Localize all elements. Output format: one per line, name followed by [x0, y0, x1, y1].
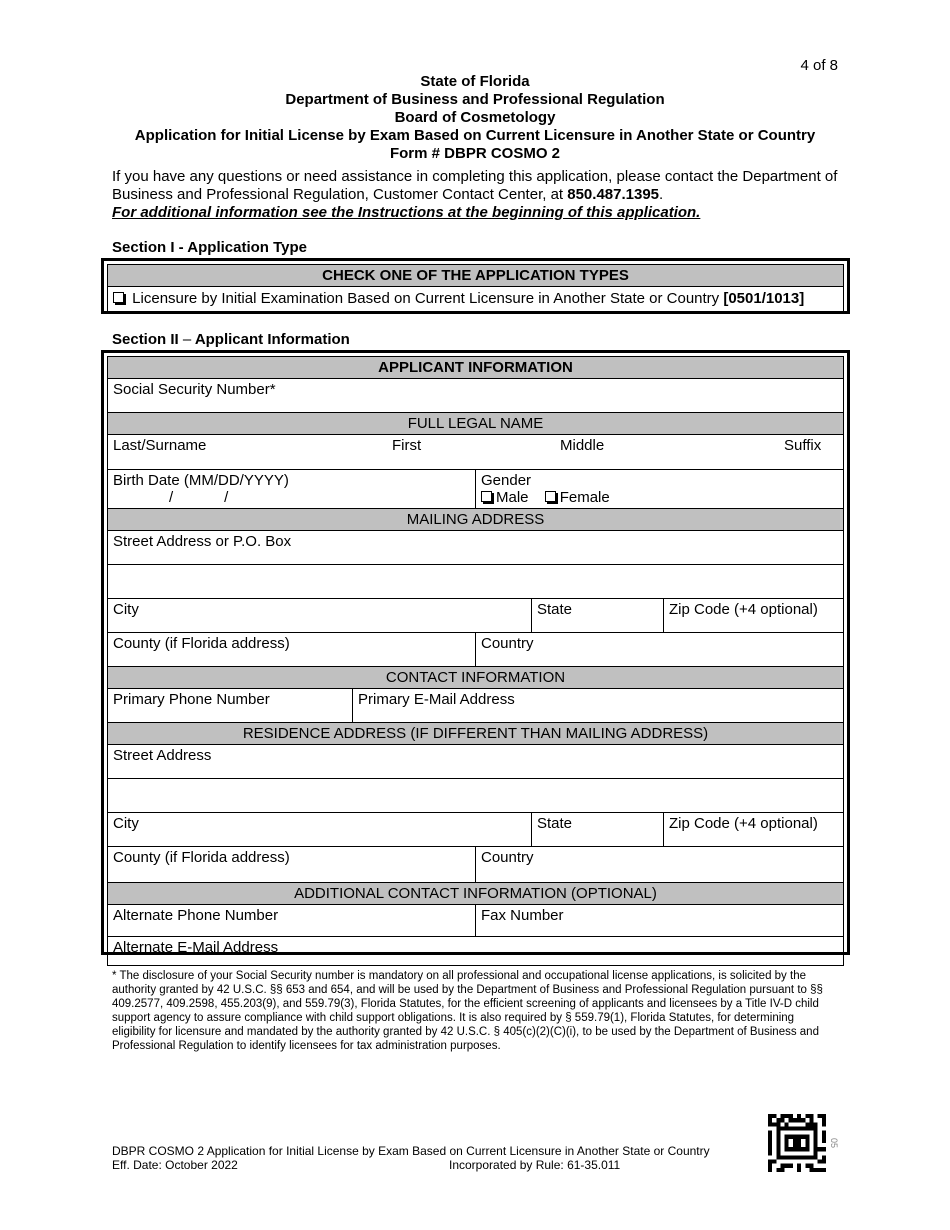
- female-checkbox[interactable]: [545, 491, 556, 502]
- contact-information-header: CONTACT INFORMATION: [108, 667, 844, 689]
- footer-effective-date: Eff. Date: October 2022: [112, 1158, 238, 1172]
- fax-number-field[interactable]: Fax Number: [476, 905, 844, 937]
- residence-street-field[interactable]: Street Address: [108, 745, 844, 779]
- additional-contact-header: ADDITIONAL CONTACT INFORMATION (OPTIONAL): [108, 883, 844, 905]
- application-type-code: [0501/1013]: [723, 290, 805, 307]
- header-application-title: Application for Initial License by Exam Based on Current Licensure in Another State or Country: [134, 127, 816, 144]
- ssn-field[interactable]: Social Security Number*: [108, 379, 844, 413]
- primary-email-field[interactable]: Primary E-Mail Address: [353, 689, 844, 723]
- header-department: Department of Business and Professional Regulation: [285, 91, 665, 108]
- header-form-number: Form # DBPR COSMO 2: [389, 145, 561, 162]
- last-name-label: Last/Surname: [113, 437, 207, 454]
- form-header: [0, 73, 950, 163]
- birth-date-field[interactable]: Birth Date (MM/DD/YYYY) / /: [108, 470, 476, 509]
- section-1-title: Section I - Application Type: [112, 239, 308, 256]
- header-board: Board of Cosmetology: [394, 109, 556, 126]
- full-legal-name-field[interactable]: [108, 435, 844, 470]
- section-2-title: Section II – Applicant Information: [112, 331, 350, 348]
- application-type-checkbox[interactable]: [113, 292, 124, 303]
- birth-date-label: Birth Date (MM/DD/YYYY): [113, 472, 289, 489]
- barcode-number: 05: [829, 1138, 839, 1149]
- residence-zip-field[interactable]: Zip Code (+4 optional): [664, 813, 844, 847]
- primary-phone-field[interactable]: Primary Phone Number: [108, 689, 353, 723]
- residence-county-field[interactable]: County (if Florida address): [108, 847, 476, 883]
- alternate-phone-field[interactable]: Alternate Phone Number: [108, 905, 476, 937]
- first-name-label: First: [392, 437, 422, 454]
- page-number: 4 of 8: [800, 57, 838, 74]
- application-type-box: [101, 258, 850, 314]
- residence-city-field[interactable]: City: [108, 813, 532, 847]
- mailing-address-header: MAILING ADDRESS: [108, 509, 844, 531]
- contact-phone: 850.487.1395: [567, 186, 660, 203]
- residence-state-field[interactable]: State: [532, 813, 664, 847]
- middle-name-label: Middle: [560, 437, 605, 454]
- alternate-email-field[interactable]: Alternate E-Mail Address: [108, 937, 844, 966]
- header-state: State of Florida: [420, 73, 530, 90]
- applicant-information-header: APPLICANT INFORMATION: [108, 357, 844, 379]
- intro-text: If you have any questions or need assistance in completing this application, please contact the Department of Business and Professional Regulation, Customer Contact Center, at: [112, 168, 838, 203]
- full-legal-name-header: FULL LEGAL NAME: [108, 413, 844, 435]
- barcode-icon: [768, 1114, 826, 1172]
- mailing-state-field[interactable]: State: [532, 599, 664, 633]
- gender-label: Gender: [481, 472, 532, 489]
- gender-field: Gender Male Female: [476, 470, 844, 509]
- mailing-county-field[interactable]: County (if Florida address): [108, 633, 476, 667]
- applicant-information-box: [101, 350, 850, 955]
- application-type-header: CHECK ONE OF THE APPLICATION TYPES: [108, 265, 844, 287]
- mailing-city-field[interactable]: City: [108, 599, 532, 633]
- suffix-label: Suffix: [784, 437, 822, 454]
- mailing-street-line-2[interactable]: [108, 565, 844, 599]
- residence-address-header: RESIDENCE ADDRESS (IF DIFFERENT THAN MAILING ADDRESS): [108, 723, 844, 745]
- footer-form-title: DBPR COSMO 2 Application for Initial License by Exam Based on Current Licensure in Another State or Country: [112, 1144, 710, 1158]
- footer-rule: Incorporated by Rule: 61-35.011: [449, 1158, 621, 1172]
- mailing-street-field[interactable]: Street Address or P.O. Box: [108, 531, 844, 565]
- instructions-note: For additional information see the Instructions at the beginning of this application.: [112, 204, 701, 221]
- residence-street-line-2[interactable]: [108, 779, 844, 813]
- mailing-zip-field[interactable]: Zip Code (+4 optional): [664, 599, 844, 633]
- mailing-country-field[interactable]: Country: [476, 633, 844, 667]
- intro-paragraph: If you have any questions or need assistance in completing this application, please contact the Department of Business and Professional Regulation, Customer Contact Center, at 850.487.1395. For additional information see the Instructions at the beginning of this application.: [112, 168, 838, 221]
- residence-country-field[interactable]: Country: [476, 847, 844, 883]
- application-type-label: Licensure by Initial Examination Based on Current Licensure in Another State or Country: [132, 290, 720, 307]
- application-type-option[interactable]: [108, 287, 844, 313]
- male-checkbox[interactable]: [481, 491, 492, 502]
- ssn-disclosure-footnote: * The disclosure of your Social Security number is mandatory on all professional and occupational license applications, is solicited by the authority granted by 42 U.S.C. §§ 653 and 654, and will be used by the Department of Business and Professional Regulation pursuant to §§ 409.2577, 409.2598, 455.203(9), and 559.79(3), Florida Statutes, for the efficient screening of applicants and licensees by a Title IV-D child support agency to assure compliance with child support obligations. It is also required by § 559.79(1), Florida Statutes, for determining eligibility for licensure and mandated by the authority granted by 42 U.S.C. § 405(c)(2)(C)(i), to be used by the Department of Business and Professional Regulation to identify licensees for tax administration purposes.: [112, 970, 823, 1052]
